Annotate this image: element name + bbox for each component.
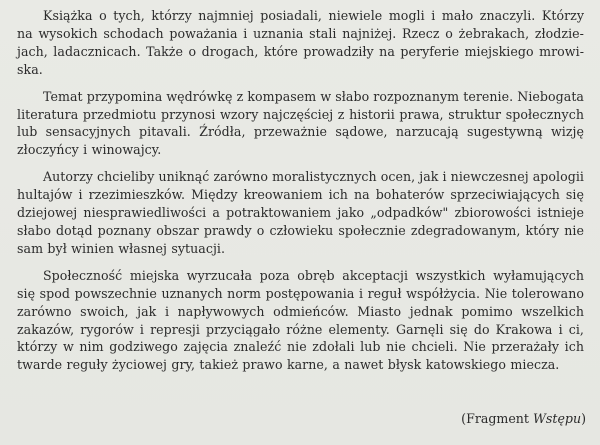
text-line: twarde reguły życiowej gry, takież prawo karne, a nawet błysk katowskiego miecza.: [17, 357, 560, 373]
fragment-suffix: ): [581, 411, 586, 426]
text-line: słabo dotąd poznany obszar prawdy o człowieku społecznie zdegradowanym, który nie: [17, 222, 584, 238]
text-line: jach, ladacznicach. Także o drogach, które prowadziły na peryferie miejskiego mrowi-: [17, 43, 584, 59]
text-line: którzy w nim godziwego zajęcia znaleźć nie zdołali lub nie chcieli. Nie przerażały ich: [17, 339, 584, 355]
text-line: zarówno swoich, jak i napływowych odmieńców. Miasto jednak pomimo wszelkich: [17, 303, 584, 319]
fragment-source-note: [461, 411, 586, 426]
paragraph: [17, 7, 584, 79]
text-line: ska.: [17, 61, 43, 77]
paragraph: [17, 267, 584, 374]
text-line: lub sensacyjnych pitavali. Źródła, przeważnie sądowe, narzucają sugestywną wizję: [17, 124, 584, 140]
text-line: hultajów i rzezimieszków. Między kreowaniem ich na bohaterów sprzeciwiających się: [17, 187, 584, 203]
fragment-prefix: (Fragment: [461, 411, 533, 426]
text-line: zakazów, rygorów i represji przyciągało różne elementy. Garnęli się do Krakowa i ci,: [17, 321, 584, 337]
text-line: Autorzy chcieliby uniknąć zarówno moralistycznych ocen, jak i niewczesnej apologii: [43, 169, 584, 185]
text-line: Temat przypomina wędrówkę z kompasem w słabo rozpoznanym terenie. Niebogata: [43, 88, 584, 104]
text-body: [17, 7, 584, 374]
text-line: złoczyńcy i winowajcy.: [17, 142, 162, 158]
fragment-italic-title: Wstępu: [532, 411, 582, 426]
text-line: Społeczność miejska wyrzucała poza obręb akceptacji wszystkich wyłamujących: [43, 267, 584, 283]
text-line: się spod powszechnie uznanych norm postępowania i reguł współżycia. Nie tolerowano: [17, 285, 584, 301]
paragraph: [17, 168, 584, 258]
text-line: sam był winien własnej sytuacji.: [17, 240, 226, 256]
text-line: na wysokich schodach poważania i uznania stali najniżej. Rzecz o żebrakach, złodzie-: [17, 25, 584, 41]
paragraph: [17, 88, 584, 160]
text-line: literatura przedmiotu przynosi wzory najczęściej z historii prawa, struktur społecznych: [17, 106, 584, 122]
text-line: dziejowej niesprawiedliwości a potraktowaniem jako „odpadków" zbiorowości istnieje: [17, 205, 584, 221]
text-line: Książka o tych, którzy najmniej posiadali, niewiele mogli i mało znaczyli. Którzy: [43, 8, 584, 23]
